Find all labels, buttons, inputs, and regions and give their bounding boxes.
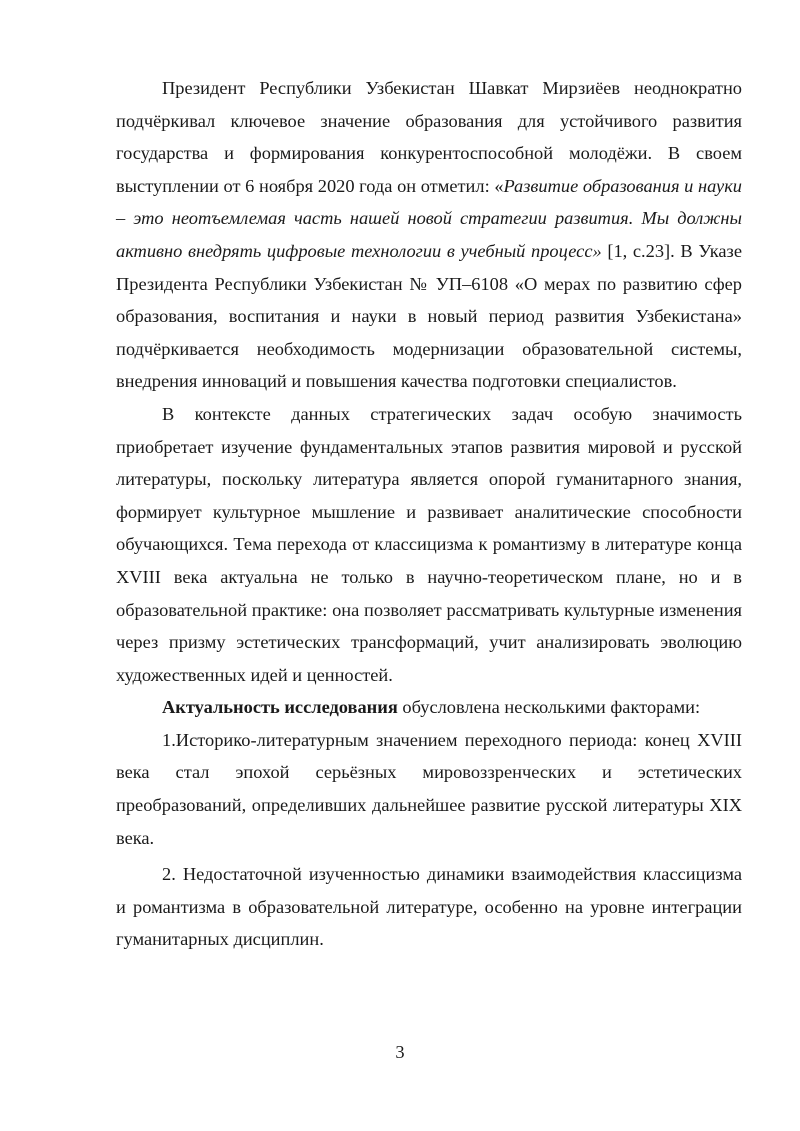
list-item-text: 2. Недостаточной изученностью динамики взаимодействия классицизма и романтизма в образовательной литературе, особенно на уровне интеграции гуманитарных дисциплин. <box>116 864 742 950</box>
paragraph-text: В контексте данных стратегических задач особую значимость приобретает изучение фундаментальных этапов развития мировой и русской литературы, поскольку литература является опорой гуманитарного знания, формирует культурное мышление и развивает аналитические способности обучающихся. Тема перехода от классицизма к романтизму в литературе конца XVIII века актуальна не только в научно-теоретическом плане, но и в образовательной практике: она позволяет рассматривать культурные изменения через призму эстетических трансформаций, учит анализировать эволюцию художественных идей и ценностей. <box>116 403 742 685</box>
list-item-historical <box>116 724 742 854</box>
paragraph-strategic-context <box>116 398 742 691</box>
list-item-insufficient-study <box>116 858 742 956</box>
president-quote: Развитие образования и науки – это неотъемлемая часть нашей новой стратегии развития. Мы должны активно внедрять цифровые технологии в учебный процесс» <box>116 175 742 261</box>
paragraph-president-statement <box>116 72 742 398</box>
paragraph-tail-text: [1, с.23]. В Указе Президента Республики Узбекистан № УП–6108 «О мерах по развитию сфер образования, воспитания и науки в новый период развития Узбекистана» подчёркивается необходимость модернизации образовательной системы, внедрения инноваций и повышения качества подготовки специалистов. <box>116 240 742 392</box>
paragraph-lead-text: Президент Республики Узбекистан Шавкат Мирзиёев неоднократно подчёркивал ключевое значение образования для устойчивого развития государства и формирования конкурентоспособной молодёжи. В своем выступлении от 6 ноября 2020 года он отметил: « <box>116 78 742 196</box>
document-body <box>116 72 742 956</box>
relevance-text: обусловлена несколькими факторами: <box>397 697 701 718</box>
relevance-heading: Актуальность исследования <box>162 697 398 718</box>
page-number: 3 <box>395 1042 405 1062</box>
paragraph-relevance <box>116 691 742 724</box>
list-item-text: 1.Историко-литературным значением переходного периода: конец XVIII века стал эпохой серьёзных мировоззренческих и эстетических преобразований, определивших дальнейшее развитие русской литературы XIX века. <box>116 729 742 848</box>
